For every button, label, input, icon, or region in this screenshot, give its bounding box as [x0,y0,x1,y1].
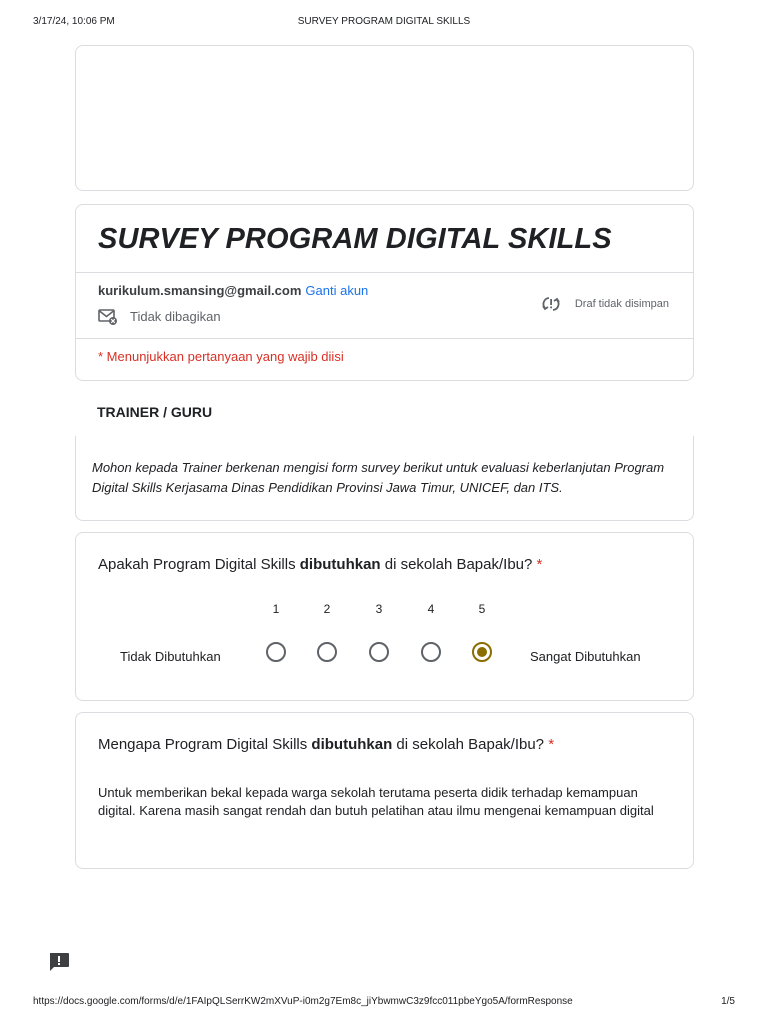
section-title: TRAINER / GURU [97,404,213,420]
print-header [0,16,768,30]
question-text-prefix: Apakah Program Digital Skills [98,556,300,573]
question-text-bold: dibutuhkan [311,736,393,753]
question-text-bold: dibutuhkan [299,556,381,573]
scale-label-5: 5 [478,602,486,616]
section-description-card [75,436,694,521]
question-title [98,556,542,573]
draft-status [541,295,669,313]
not-shared-label: Tidak dibagikan [130,309,221,324]
print-datetime: 3/17/24, 10:06 PM [33,16,115,27]
question-card-1 [75,532,694,701]
mail-not-shared-icon [98,308,118,325]
account-info [98,283,368,298]
scale-radio-4[interactable] [421,642,441,662]
divider [76,338,693,339]
form-title-card [75,204,694,381]
required-star: * [536,556,543,573]
scale-label-1: 1 [272,602,280,616]
draft-status-label: Draf tidak disimpan [574,298,669,310]
question-text-prefix: Mengapa Program Digital Skills [98,736,312,753]
scale-radio-5[interactable] [472,642,492,662]
scale-label-3: 3 [375,602,383,616]
question-text-suffix: di sekolah Bapak/Ibu? [392,736,549,753]
scale-radio-1[interactable] [266,642,286,662]
section-description: Mohon kepada Trainer berkenan mengisi form survey berikut untuk evaluasi keberlanjutan Program Digital Skills Kerjasama Dinas Pendidikan Provinsi Jawa Timur, UNICEF, dan ITS. [92,460,665,495]
print-title: SURVEY PROGRAM DIGITAL SKILLS [297,16,471,27]
header-image-banner [75,45,694,191]
divider [76,272,693,273]
print-url: https://docs.google.com/forms/d/e/1FAIpQLSerrKW2mXVuP-i0m2g7Em8c_jiYbwmwC3z9fcc011pbeYgo5A/formResponse [33,996,573,1007]
account-email: kurikulum.smansing@gmail.com [98,283,302,298]
answer-text[interactable]: Untuk memberikan bekal kepada warga sekolah terutama peserta didik terhadap kemampuan digital. Karena masih sangat rendah dan butuh pelatihan atau ilmu mengenai kemampuan digital [98,785,654,818]
required-star: * [548,736,555,753]
required-note: * Menunjukkan pertanyaan yang wajib diisi [98,349,344,364]
scale-label-4: 4 [427,602,435,616]
scale-radio-3[interactable] [369,642,389,662]
question-card-2 [75,712,694,869]
question-title [98,736,554,753]
scale-high-label: Sangat Dibutuhkan [530,649,641,664]
scale-label-2: 2 [323,602,331,616]
feedback-icon[interactable] [48,952,70,972]
question-text-suffix: di sekolah Bapak/Ibu? [380,556,537,573]
cloud-sync-off-icon [541,295,561,313]
scale-radio-2[interactable] [317,642,337,662]
switch-account-link[interactable]: Ganti akun [305,283,369,298]
page-number: 1/5 [721,996,735,1007]
not-shared-indicator [98,308,221,325]
scale-low-label: Tidak Dibutuhkan [120,649,221,664]
form-title: SURVEY PROGRAM DIGITAL SKILLS [98,223,612,255]
